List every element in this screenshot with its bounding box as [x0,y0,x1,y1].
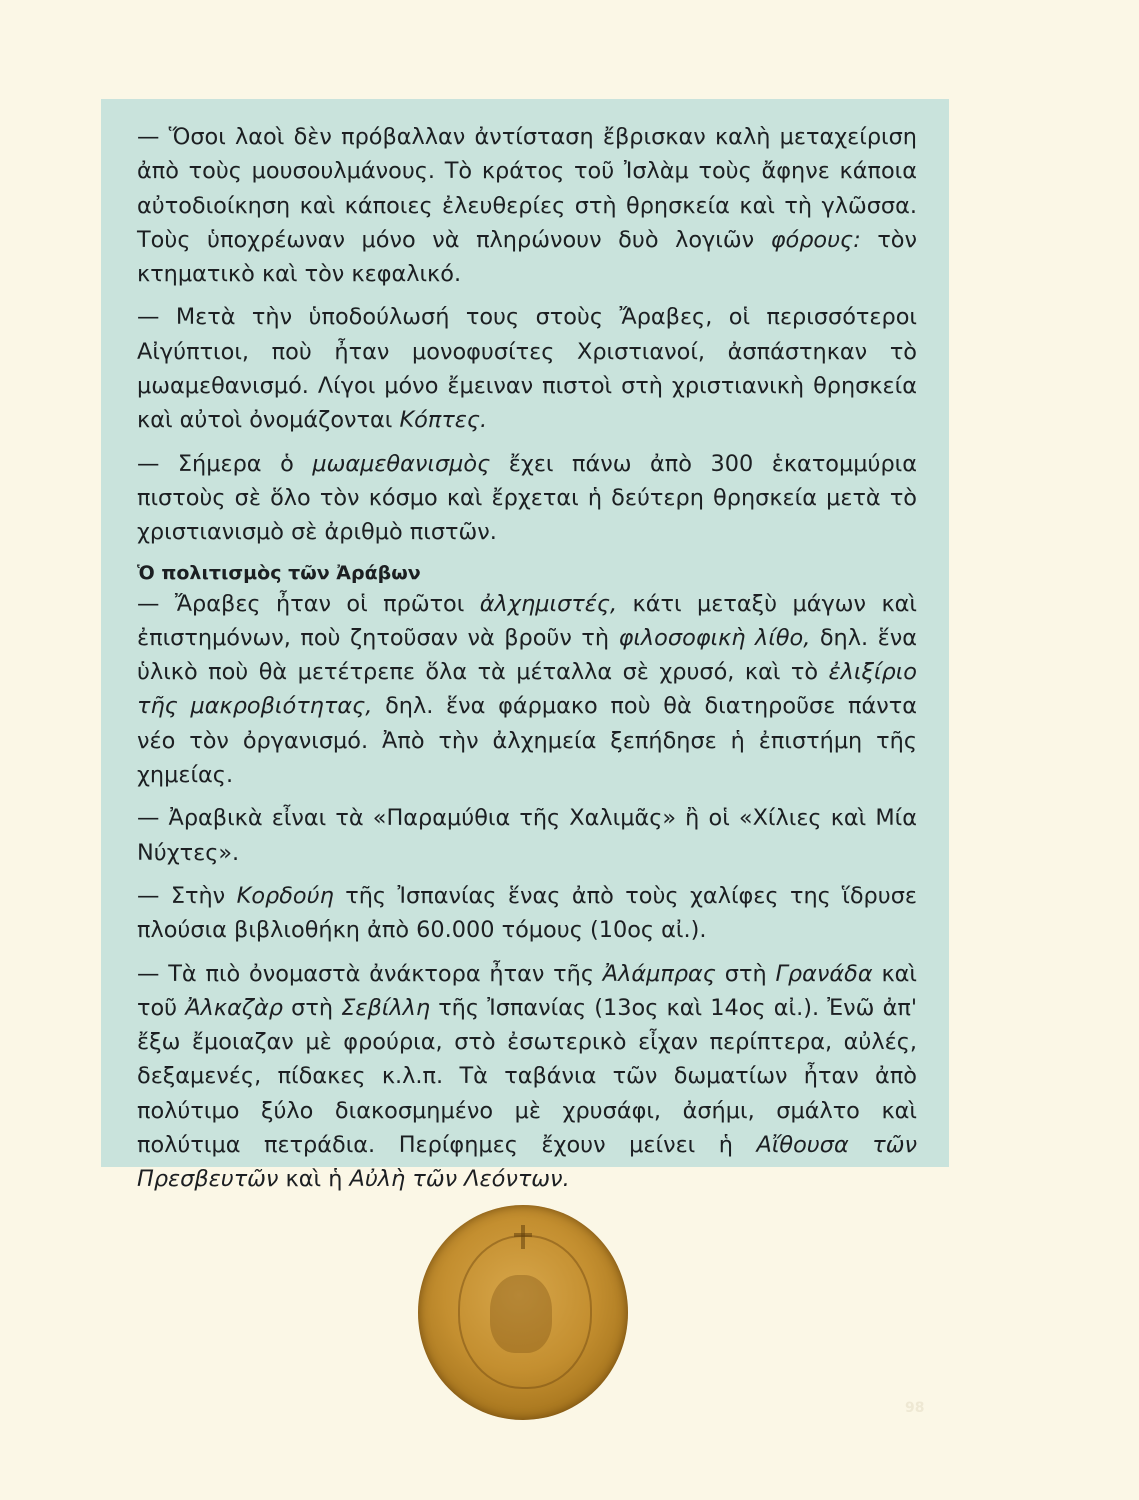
paragraph-text: — Σήμερα ὁ [137,450,313,477]
paragraph-text: κάτι μεταξὺ μάγων καὶ ἐπιστημόνων, ποὺ ζητοῦσαν νὰ βροῦν τὴ [137,590,917,651]
paragraph-cordoba-library [137,879,917,948]
emphasis-term: φιλοσοφικὴ λίθο, [618,624,811,651]
paragraph-text: — Ἀραβικὰ εἶναι τὰ «Παραμύθια τῆς Χαλιμᾶς» ἢ οἱ «Χίλιες καὶ Μία Νύχτες». [137,805,917,866]
emphasis-term: Αὐλὴ τῶν Λεόντων. [349,1166,570,1193]
paragraph-islam-today [137,447,917,550]
paragraph-text: — Ἄραβες ἦταν οἱ πρῶτοι [137,590,480,617]
paragraph-text: — Τὰ πιὸ ὀνομαστὰ ἀνάκτορα ἦταν τῆς [137,960,603,987]
paragraph-text: τῆς Ἰσπανίας (13ος καὶ 14ος αἰ.). Ἐνῶ ἀπ' ἔξω ἔμοιαζαν μὲ φρούρια, στὸ ἐσωτερικὸ εἶχαν περίπτερα, αὐλές, δεξαμενές, πίδακες κ.λ.π. Τὰ ταβάνια τῶν δωματίων ἦταν ἀπὸ πολύτιμο ξύλο διακοσμημένο μὲ χρυσάφι, ἀσήμι, σμάλτο καὶ πολύτιμα πετράδια. Περίφημες ἔχουν μείνει ἡ [137,994,917,1159]
emphasis-term: Σεβίλλη [341,994,431,1021]
paragraph-text: στὴ [715,960,776,987]
section-heading-wrapper [137,559,917,587]
emphasis-term: Κορδούη [236,882,334,909]
paragraph-text: ἔχει πάνω ἀπὸ 300 ἑκατομμύρια πιστοὺς σὲ ὅλο τὸν κόσμο καὶ ἔρχεται ἡ δεύτερη θρησκεία μετὰ τὸ χριστιανισμὸ σὲ ἀριθμὸ πιστῶν. [137,450,917,546]
paragraph-arabian-nights [137,801,917,870]
byzantine-gold-coin-image [418,1205,628,1420]
emphasis-term: Ἀλάμπρας [602,960,716,987]
paragraph-text: δηλ. ἕνα ὑλικὸ ποὺ θὰ μετέτρεπε ὅλα τὰ μέταλλα σὲ χρυσό, καὶ τὸ [137,624,917,686]
paragraph-text: τὸν κτηματικὸ καὶ τὸν κεφαλικό. [137,226,918,288]
emphasis-term: Κόπτες. [399,407,488,434]
main-text-block [137,120,917,1206]
paragraph-tolerance [137,120,917,291]
page-number: 98 [905,1400,925,1416]
emphasis-term: ἀλχημιστές, [479,590,618,617]
paragraph-text: — Ὅσοι λαοὶ δὲν πρόβαλλαν ἀντίσταση ἔβρισκαν καλὴ μεταχείριση ἀπὸ τοὺς μουσουλμάνους. Τὸ κράτος τοῦ Ἰσλὰμ τοὺς ἄφηνε κάποια αὐτοδιοίκηση καὶ κάποιες ἐλευθερίες στὴ θρησκεία καὶ τὴ γλῶσσα. Τοὺς ὑποχρέωναν μόνο νὰ πληρώνουν δυὸ λογιῶν [137,124,917,253]
emphasis-term: φόρους: [770,226,861,253]
paragraph-text: — Μετὰ τὴν ὑποδούλωσή τους στοὺς Ἄραβες, οἱ περισσότεροι Αἰγύπτιοι, ποὺ ἦταν μονοφυσίτες Χριστιανοί, ἀσπάστηκαν τὸ μωαμεθανισμό. Λίγοι μόνο ἔμειναν πιστοὶ στὴ χριστιανικὴ θρησκεία καὶ αὐτοὶ ὀνομάζονται [137,304,917,434]
cross-icon [514,1225,532,1249]
paragraph-text: στὴ [283,994,342,1021]
emphasis-term: Ἀλκαζὰρ [185,994,283,1021]
paragraph-text: δηλ. ἕνα φάρμακο ποὺ θὰ διατηροῦσε πάντα νέο τὸν ὀργανισμό. Ἀπὸ τὴν ἀλχημεία ξεπήδησε ἡ ἐπιστήμη τῆς χημείας. [137,693,918,789]
emphasis-term: ἐλιξίριο τῆς μακροβιότητας, [137,659,917,720]
paragraph-alchemists [137,587,917,793]
paragraph-text: καὶ τοῦ [137,960,917,1021]
paragraph-copts [137,300,917,437]
paragraph-text: — Στὴν [137,882,237,909]
paragraph-text: τῆς Ἰσπανίας ἕνας ἀπὸ τοὺς χαλίφες της ἵδρυσε πλούσια βιβλιοθήκη ἀπὸ 60.000 τόμους (10ος αἰ.). [137,882,918,944]
coin-portrait [490,1275,552,1353]
emphasis-term: Αἴθουσα τῶν Πρεσβευτῶν [137,1132,917,1193]
paragraph-palaces [137,957,917,1197]
emphasis-term: Γρανάδα [775,960,873,987]
section-heading: Ὁ πολιτισμὸς τῶν Ἀράβων [137,561,421,584]
paragraph-text: καὶ ἡ [278,1166,350,1193]
emphasis-term: μωαμεθανισμὸς [312,450,491,477]
